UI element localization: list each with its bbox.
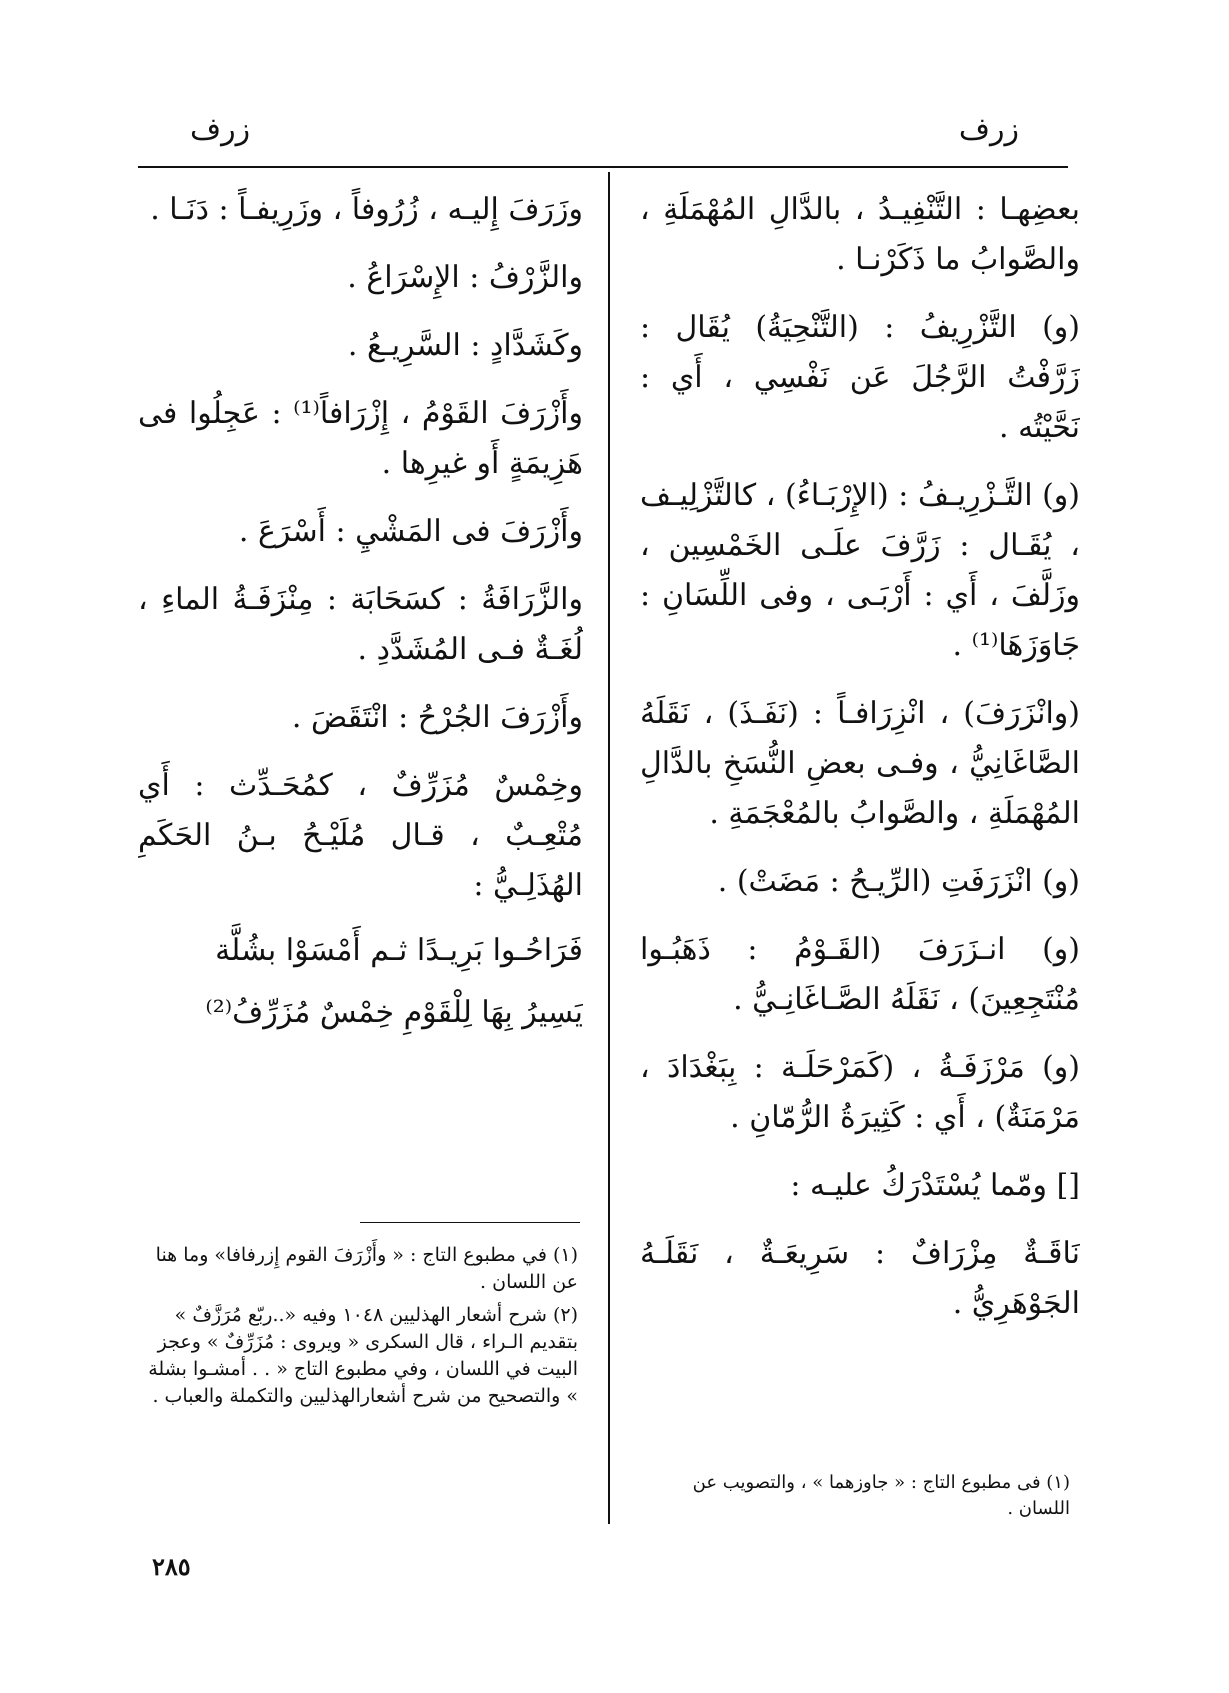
entry-paragraph: والزَّرَافَةُ : كسَحَابَة : مِنْزَفَـةُ الماءِ ، لُغَـةٌ فـى المُشَدَّدِ . — [138, 582, 583, 667]
verse-line: فَرَاحُـوا بَرِيـدًا ثـم أَمْسَوْا بشُلَّة — [215, 933, 583, 968]
column-divider — [608, 172, 610, 1524]
entry-paragraph: وكَشَدَّادٍ : السَّرِيـعُ . — [347, 328, 583, 363]
header-left-title: زرف — [190, 112, 251, 147]
header-right-title: زرف — [958, 112, 1019, 147]
entry-paragraph: (وانْزَرَفَ) ، انْزِرَافـاً : (نَفَـذَ) ، نَقَلَهُ الصَّاغَانِيُّ ، وفـى بعضِ النُّسَخِ بالدَّالِ المُهْمَلَةِ ، والصَّوابُ بالمُعْجَمَةِ . — [640, 696, 1080, 831]
entry-paragraph: وزَرَفَ إِليـه ، زُرُوفاً ، وزَرِيفـاً : دَنَـا . — [150, 192, 583, 227]
entry-paragraph: (و) انـزَرَفَ (القَـوْمُ : ذَهَبُـوا مُنْتَجِعِينَ) ، نَقَلَهُ الصَّـاغَانِـيُّ . — [640, 932, 1080, 1017]
right-footnotes — [690, 1470, 1070, 1528]
entry-paragraph: وأَزْرَفَ فى المَشْيِ : أَسْرَعَ . — [238, 514, 583, 549]
footnote: (١) في مطبوع التاج : « وأَزْرَفَ القوم إِزرفافا» وما هنا عن اللسان . — [155, 1244, 578, 1293]
right-column — [640, 185, 1080, 1455]
header-rule — [138, 166, 1068, 168]
entry-paragraph: (و) انْزَرَفَتِ (الرِّيـحُ : مَضَتْ) . — [717, 864, 1080, 899]
footnote: (٢) شرح أشعار الهذليين ١٠٤٨ وفيه «..ربّع مُرَزَّفٌ » بتقديم الـراء ، قال السكرى « ويروى : مُزَرِّفٌ » وعجز البيت في اللسان ، وفي مطبوع التاج « . . أمشـوا بشلة » والتصحيح من شرح أشعارالهذليين والتكملة والعباب . — [148, 1304, 578, 1407]
entry-paragraph: [] ومّما يُسْتَدْرَكُ عليـه : — [790, 1168, 1080, 1203]
entry-paragraph: وأَزْرَفَ القَوْمُ ، إِزْرَافاً⁽¹⁾ : عَجِلُوا فى هَزِيمَةٍ أَو غيرِها . — [138, 396, 583, 481]
entry-paragraph: (و) التَّـزْرِيـفُ : (الإِرْبَـاءُ) ، كالتَّزْلِيـف ، يُقَـال : زَرَّفَ علَـى الخَمْسِين ، وزَلَّفَ ، أَي : أَرْبَـى ، وفى اللِّسَانِ : جَاوَزَهَا⁽¹⁾ . — [640, 478, 1080, 663]
footnote: (١) فى مطبوع التاج : « جاوزهما » ، والتصويب عن اللسان . — [692, 1472, 1070, 1519]
entry-paragraph: (و) مَرْزَفَـةُ ، (كَمَرْحَلَـة : بِبَغْدَادَ ، مَرْمَنَةٌ) ، أَي : كَثِيرَةُ الرُّمّانِ . — [640, 1050, 1080, 1135]
entry-paragraph: (و) التَّزْرِيفُ : (التَّنْحِيَةُ) يُقَال : زَرَّفْتُ الرَّجُلَ عَن نَفْسِي ، أَي : نَحَّيْتُه . — [640, 310, 1080, 445]
entry-paragraph: بعضِهـا : التَّنْفِيـدُ ، بالدَّالِ المُهْمَلَةِ ، والصَّوابُ ما ذَكَرْنـا . — [640, 192, 1080, 277]
left-footnotes — [138, 1242, 578, 1416]
entry-paragraph: وخِمْسٌ مُزَرِّفٌ ، كمُحَـدِّث : أَي مُتْعِـبٌ ، قـال مُلَيْـحُ بـنُ الحَكَمِ الهُذَلِـيُّ : — [138, 768, 583, 903]
page-number: ٢٨٥ — [152, 1552, 191, 1581]
footnote-rule — [360, 1222, 580, 1223]
left-column — [138, 185, 583, 1175]
entry-paragraph: نَاقَـةٌ مِزْرَافٌ : سَرِيعَـةٌ ، نَقَلَـهُ الجَوْهَرِيُّ . — [640, 1236, 1080, 1321]
entry-paragraph: وأَزْرَفَ الجُرْحُ : انْتَقَضَ . — [291, 700, 583, 735]
entry-paragraph: والزَّرْفُ : الإِسْرَاعُ . — [347, 260, 583, 295]
verse-line: يَسِيرُ بِهَا لِلْقَوْمِ خِمْسٌ مُزَرِّفُ⁽²⁾ — [205, 995, 583, 1030]
